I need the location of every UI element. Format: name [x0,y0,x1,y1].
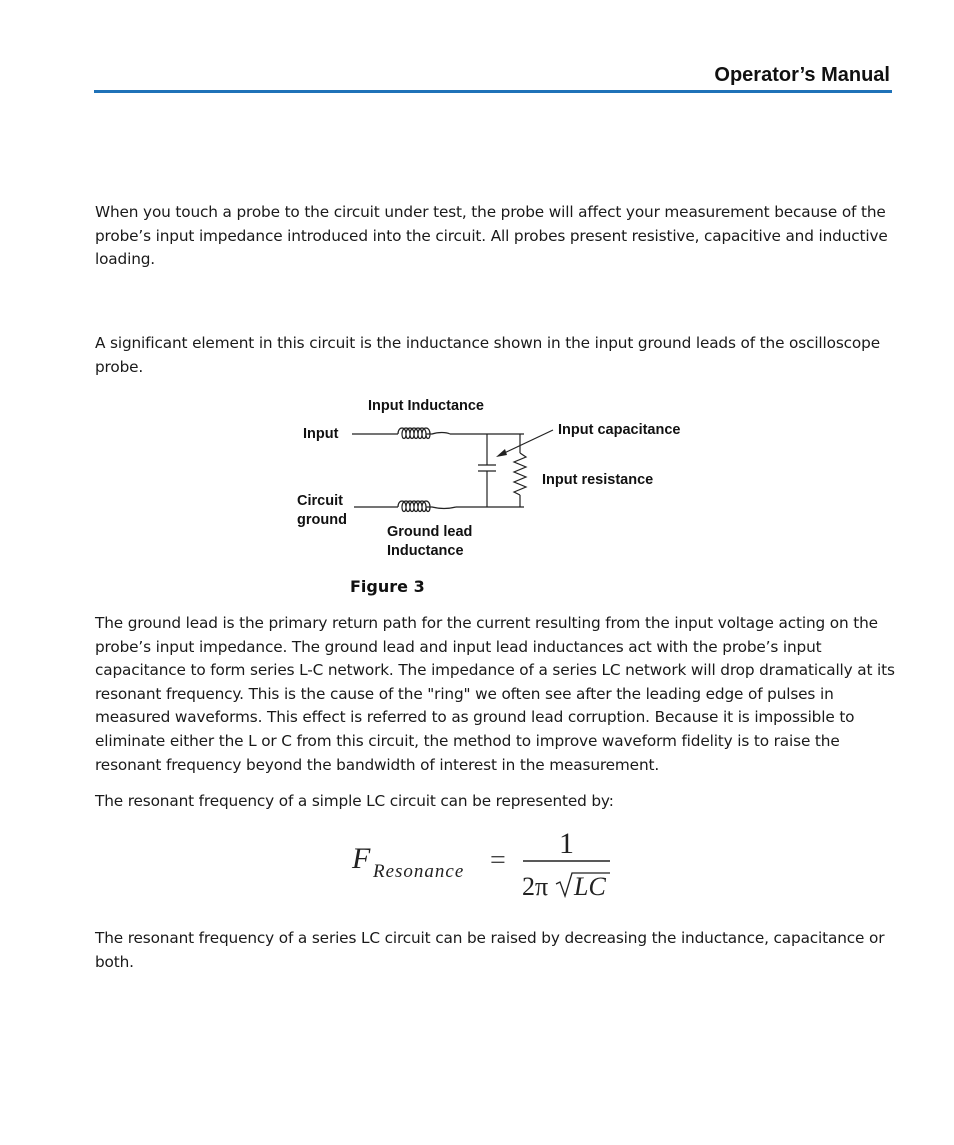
formula-lhs-subscript: Resonance [373,861,465,882]
label-inductance: Inductance [387,543,464,559]
label-ground-lead: Ground lead [387,524,473,540]
resonance-formula [350,828,620,902]
figure-caption: Figure 3 [350,577,425,596]
paragraph-raise-resonance: The resonant frequency of a series LC circuit can be raised by decreasing the inductance, capacitance or both. [95,929,885,971]
page-header-title: Operator’s Manual [714,64,890,86]
circuit-diagram [290,390,710,570]
formula-equals: = [490,845,506,876]
paragraph-ground-lead-explanation: The ground lead is the primary return path for the current resulting from the input voltage acting on the probe’s input impedance. The ground lead and input lead inductances act with the probe’s input capacitance to form series L-C network. The impedance of a series LC network will drop dramatically at its resonant frequency. This is the cause of the "ring" we often see after the leading edge of pulses in measured waveforms. This effect is referred to as ground lead corruption. Because it is impossible to eliminate either the L or C from this circuit, the method to improve waveform fidelity is to raise the resonant frequency beyond the bandwidth of interest in the measurement. [95,614,895,774]
paragraph-probe-loading: When you touch a probe to the circuit under test, the probe will affect your measurement because of the probe’s input impedance introduced into the circuit. All probes present resistive, capacitive and inductive loading. [95,203,888,269]
label-ground: ground [297,512,347,528]
formula-radicand: LC [574,872,606,901]
paragraph-ground-inductance: A significant element in this circuit is the inductance shown in the input ground leads of the oscilloscope probe. [95,334,880,376]
label-input: Input [303,426,339,442]
header-rule [94,90,892,93]
label-input-inductance: Input Inductance [368,398,484,414]
resistor-zigzag [514,453,526,495]
input-inductor-coil [398,428,450,439]
formula-numerator: 1 [559,828,574,860]
label-input-resistance: Input resistance [542,472,654,488]
formula-denominator-prefix: 2π [522,872,549,901]
label-input-capacitance: Input capacitance [558,422,681,438]
formula-lhs-symbol: F [352,842,371,875]
capacitance-arrowhead [496,449,507,457]
paragraph-resonant-frequency-intro: The resonant frequency of a simple LC circuit can be represented by: [95,792,614,810]
figure-probe-circuit [290,390,710,570]
ground-inductor-coil [398,501,456,512]
label-circuit: Circuit [297,493,343,509]
